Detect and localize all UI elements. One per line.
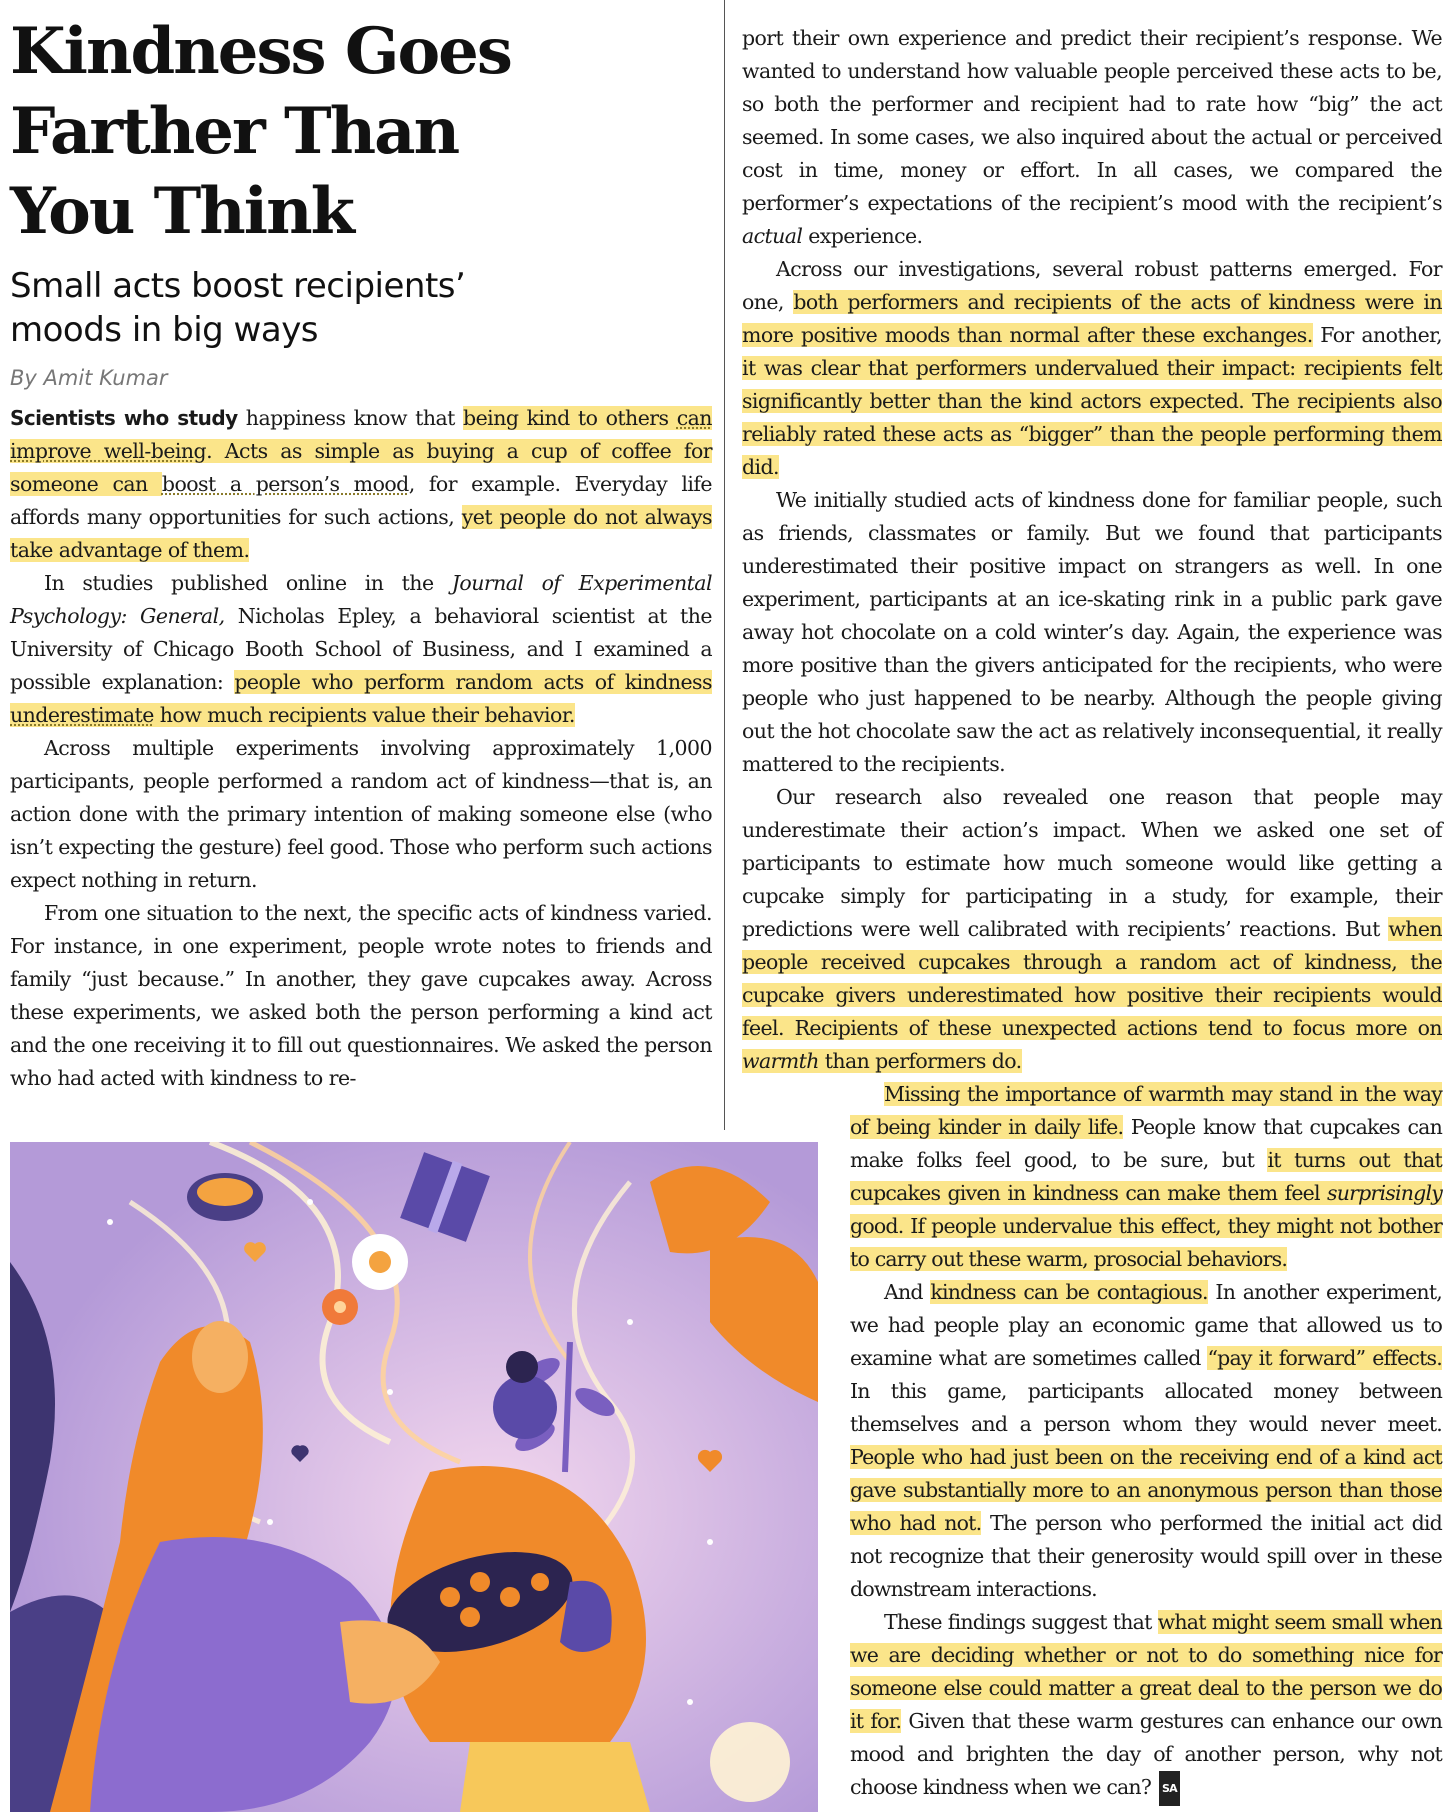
kindness-illustration: [10, 1142, 818, 1812]
paragraph-7: We initially studied acts of kindness done for familiar people, such as friends, classmates or family. But we found that participants underestimated their positive impact on strangers as well. In one experiment, participants at an ice-skating rink in a public park gave away hot chocolate on a cold winter’s day. Again, the experience was more positive than the givers anticipated for the recipients, who were people who just happened to be nearby. Although the people giving out the hot chocolate saw the act as relatively inconsequential, it really mattered to the recipients.: [742, 488, 1442, 776]
left-column: [10, 0, 712, 1095]
right-column: [742, 22, 1442, 1806]
column-divider: [724, 0, 725, 1130]
end-mark-icon: SA: [1159, 1771, 1180, 1806]
person-pants: [460, 1742, 650, 1812]
left-body: [10, 402, 712, 1095]
cookie: [440, 1587, 460, 1607]
article-subtitle: Small acts boost recipients’ moods in big ways: [10, 266, 466, 350]
paragraph-8: Our research also revealed one reason that people may underestimate their action’s impact. When we asked one set of participants to estimate how much someone would like getting a cupcake simply for participating in a study, for example, their predictions were well calibrated with recipients’ reactions. But when people received cupcakes through a random act of kindness, the cupcake givers underestimated how positive their recipients would feel. Recipients of these unexpected actions tend to focus more on warmth than performers do.: [742, 785, 1442, 1073]
paragraph-10: And kindness can be contagious. In another experiment, we had people play an economic game that allowed us to examine what are sometimes called “pay it forward” effects. In this game, participants allocated money between themselves and a person whom they would never meet. People who had just been on the receiving end of a kind act gave substantially more to an anonymous person than those who had not. The person who performed the initial act did not recognize that their generosity would spill over in these downstream interactions.: [850, 1280, 1442, 1601]
mug-icon: [710, 1722, 790, 1802]
cookie: [460, 1607, 480, 1627]
hyperlink[interactable]: underestimate: [10, 703, 154, 727]
right-body-narrow: [850, 1078, 1442, 1806]
byline: By Amit Kumar: [10, 366, 168, 390]
paragraph-6: Across our investigations, several robust patterns emerged. For one, both performers and recipients of the acts of kindness were in more positive moods than normal after these exchanges. For another, it was clear that performers undervalued their impact: recipients felt significantly better than the kind actors expected. The recipients also reliably rated these acts as “bigger” than the people performing them did.: [742, 257, 1442, 479]
right-body: [742, 22, 1442, 1078]
hyperlink[interactable]: can improve well-being: [10, 406, 712, 463]
cookie: [470, 1572, 490, 1592]
paragraph-5: port their own experience and predict their recipient’s response. We wanted to understand how valuable people perceived these acts to be, so both the performer and recipient had to rate how “big” the act seemed. In some cases, we also inquired about the actual or perceived cost in time, money or effort. In all cases, we compared the performer’s expectations of the recipient’s mood with the recipient’s actual experience.: [742, 26, 1442, 248]
person-face: [493, 1375, 557, 1439]
hyperlink[interactable]: boost a person’s mood: [161, 472, 409, 496]
cookie: [531, 1573, 549, 1591]
woman-face: [192, 1321, 248, 1393]
article-title: Kindness Goes Farther Than You Think: [10, 14, 511, 249]
cookie: [500, 1587, 520, 1607]
paragraph-9: Missing the importance of warmth may stand in the way of being kinder in daily life. People know that cupcakes can make folks feel good, to be sure, but it turns out that cupcakes given in kindness can make them feel surprisingly good. If people undervalue this effect, they might not bother to carry out these warm, prosocial behaviors.: [850, 1082, 1442, 1271]
paragraph-1: Scientists who study happiness know that being kind to others can improve well-being. Acts as simple as buying a cup of coffee for someone can boost a person’s mood, for example. Everyday life affords many opportunities for such actions, yet people do not always take advantage of them.: [10, 406, 712, 562]
paragraph-11: These findings suggest that what might seem small when we are deciding whether or not to do something nice for someone else could matter a great deal to the person we do it for. Given that these warm gestures can enhance our own mood and brighten the day of another person, why not choose kindness when we can? SA: [850, 1606, 1442, 1806]
person-hair-bun: [506, 1351, 538, 1383]
paragraph-3: Across multiple experiments involving approximately 1,000 participants, people performed a random act of kindness—that is, an action done with the primary intention of making someone else (who isn’t expecting the gesture) feel good. Those who perform such actions expect nothing in return.: [10, 736, 712, 892]
paragraph-4: From one situation to the next, the specific acts of kindness varied. For instance, in one experiment, people wrote notes to friends and family “just because.” In another, they gave cupcakes away. Across these experiments, we asked both the person performing a kind act and the one receiving it to fill out questionnaires. We asked the person who had acted with kindness to re-: [10, 901, 712, 1090]
paragraph-2: In studies published online in the Journal of Experimental Psychology: General, Nicholas Epley, a behavioral scientist at the University of Chicago Booth School of Business, and I examined a possible explanation: people who perform random acts of kindness underestimate how much recipients value their behavior.: [10, 571, 712, 727]
